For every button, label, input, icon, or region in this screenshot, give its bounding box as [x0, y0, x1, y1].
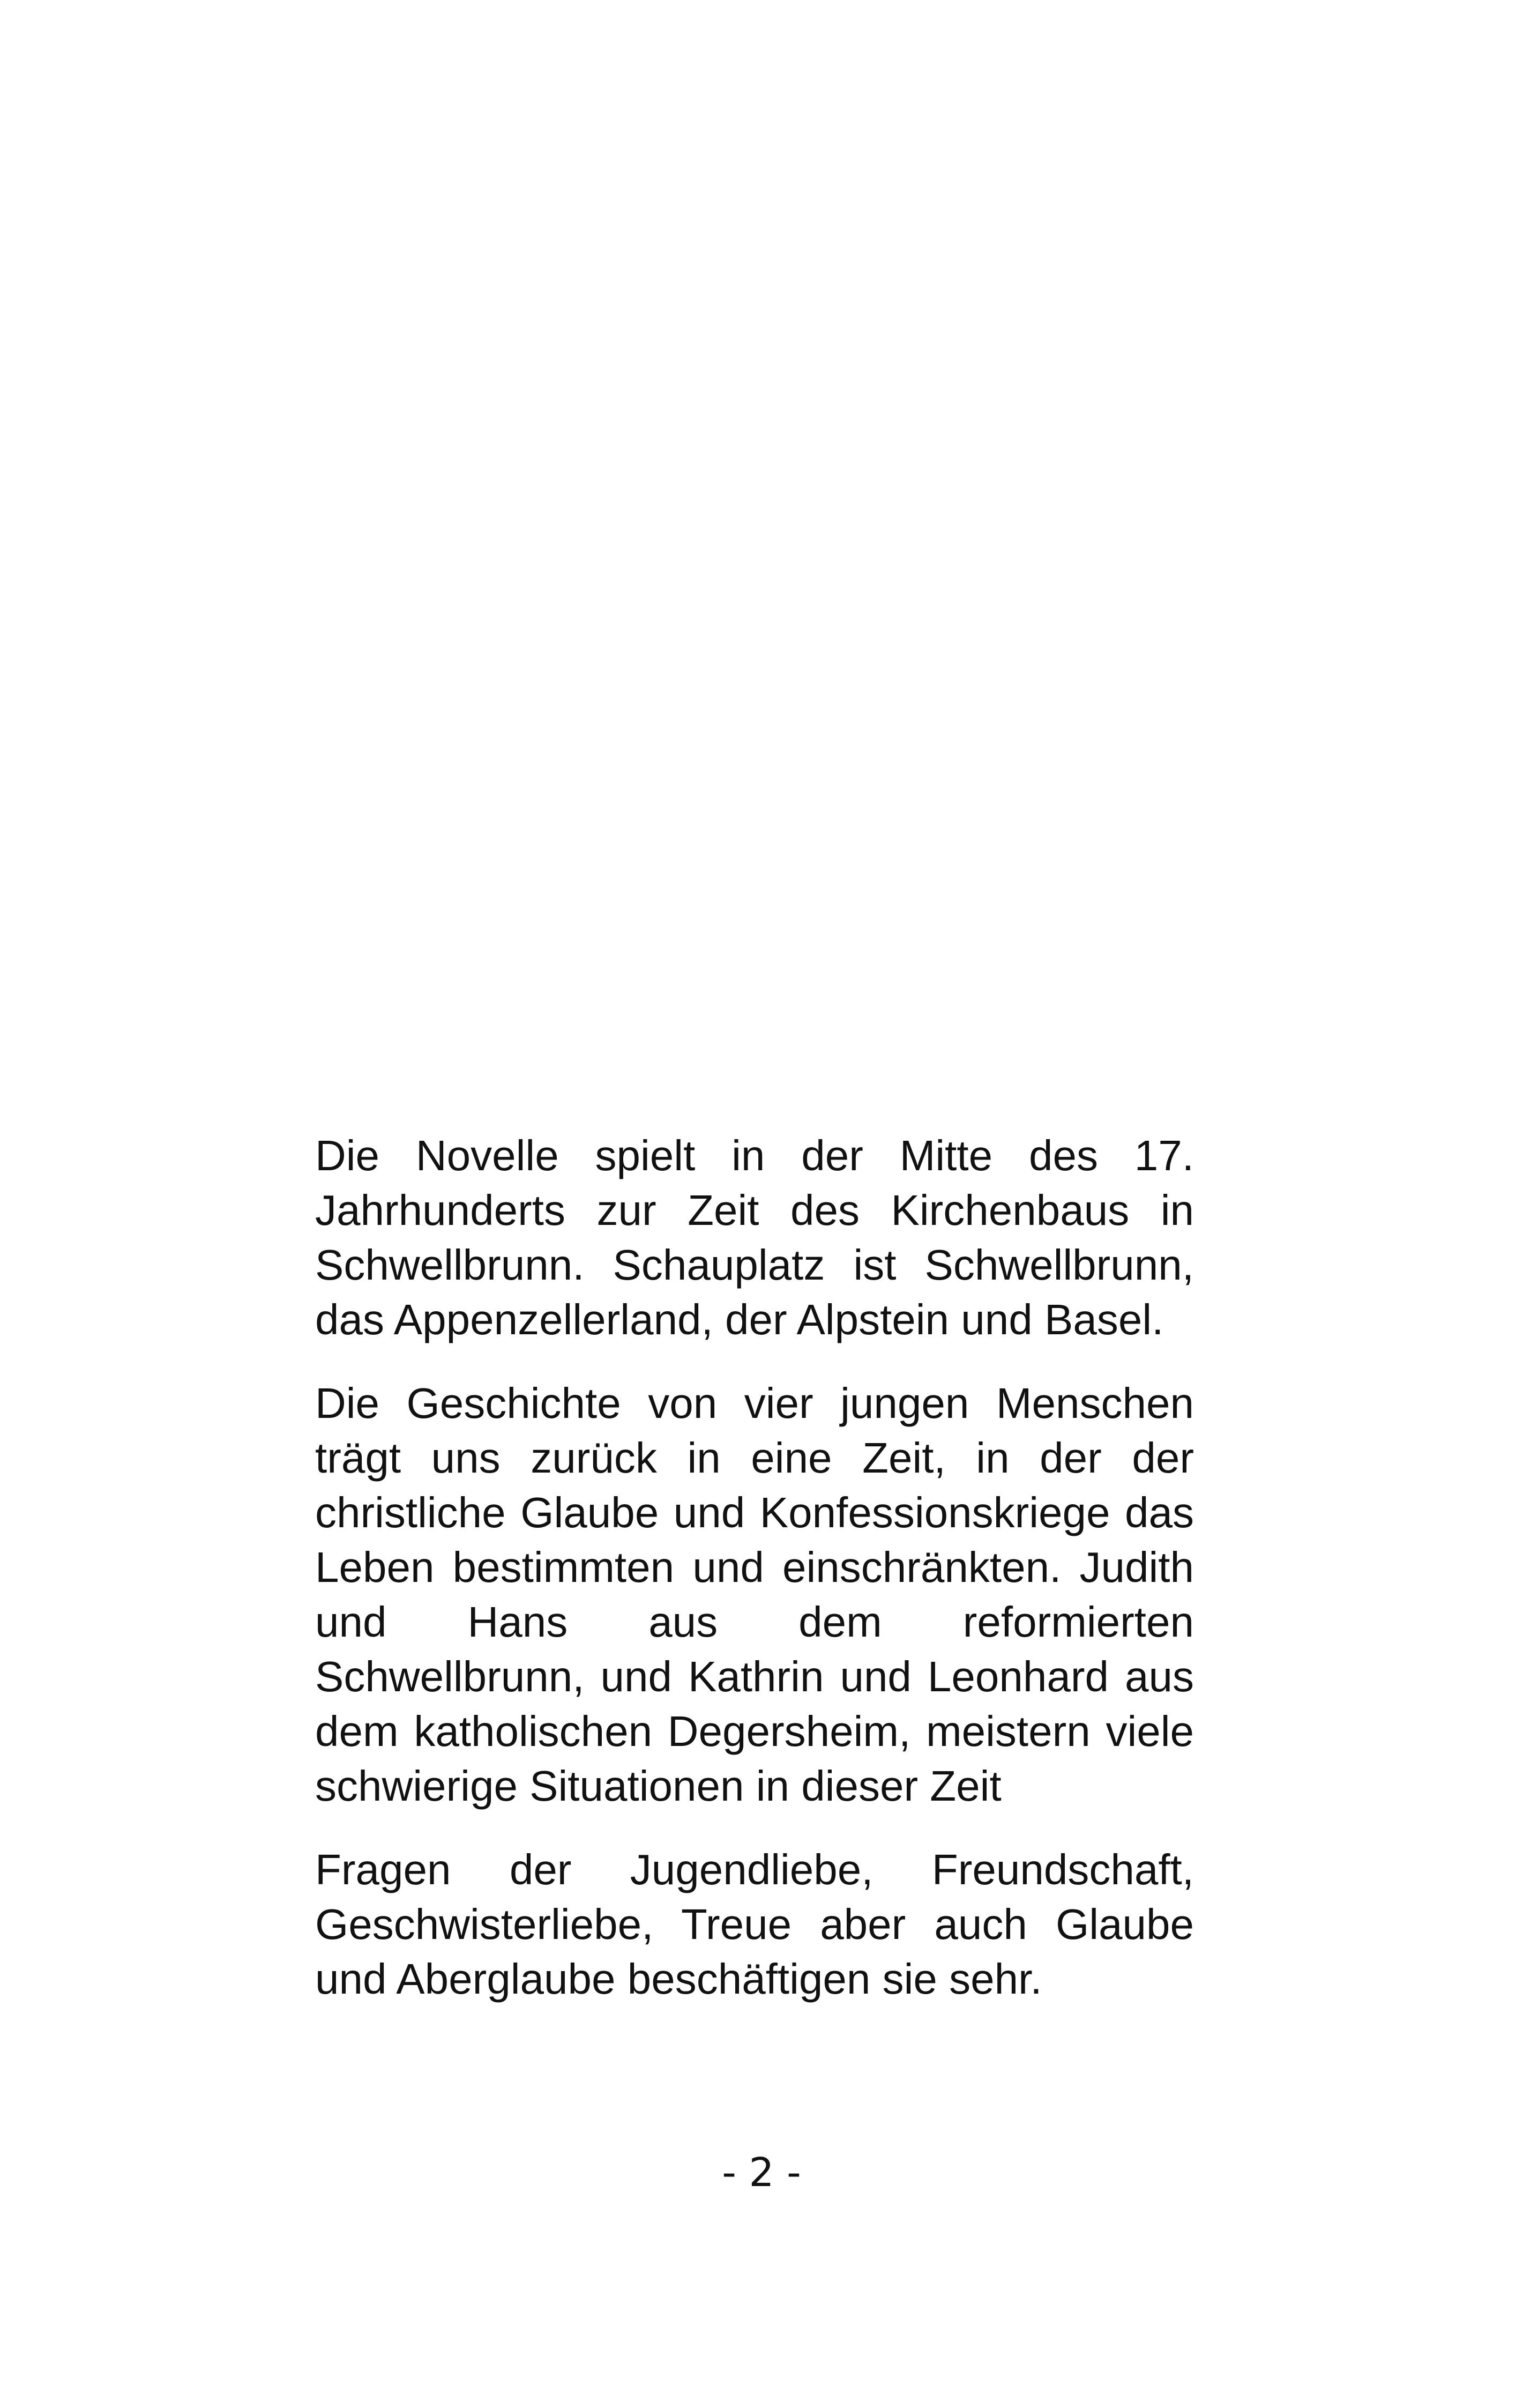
paragraph-setting: Die Novelle spielt in der Mitte des 17. Jahrhunderts zur Zeit des Kirchenbaus in Schwellbrunn. Schauplatz ist Schwellbrunn, das Appenzellerland, der Alpstein und Basel.	[315, 1132, 1194, 1343]
paragraph-story: Die Geschichte von vier jungen Menschen trägt uns zurück in eine Zeit, in der der christliche Glaube und Konfessionskriege das Leben bestimmten und einschränkten. Judith und Hans aus dem reformierten Schwellbrunn, und Kathrin und Leonhard aus dem katholischen Degersheim, meistern viele schwierige Situationen in dieser Zeit	[315, 1379, 1194, 1810]
paragraph-themes: Fragen der Jugendliebe, Freundschaft, Geschwisterliebe, Treue aber auch Glaube und Aberglaube beschäftigen sie sehr.	[315, 1846, 1194, 2003]
page-number: - 2 -	[722, 2150, 801, 2196]
body-text	[315, 1128, 1194, 2006]
